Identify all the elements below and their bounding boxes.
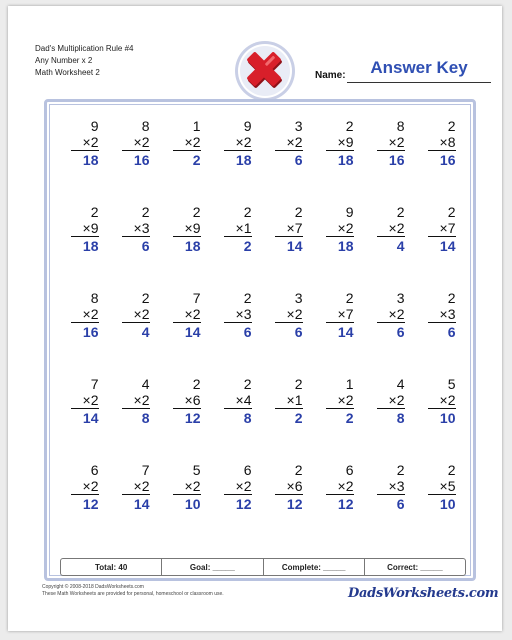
copyright-line: Copyright © 2008-2018 DadsWorksheets.com <box>42 584 144 590</box>
problem <box>365 376 416 462</box>
problem-top: 9 <box>243 118 252 134</box>
problem-answer: 10 <box>439 410 456 426</box>
problem-bottom: ×2 <box>71 478 99 495</box>
problem-answer: 14 <box>439 238 456 254</box>
problem <box>314 290 365 376</box>
problem-answer: 14 <box>337 324 354 340</box>
problem-top: 2 <box>447 462 456 478</box>
problem <box>110 204 161 290</box>
problem-top: 2 <box>141 204 150 220</box>
problem-bottom: ×2 <box>122 306 150 323</box>
problem-answer: 10 <box>439 496 456 512</box>
problem-top: 2 <box>396 204 405 220</box>
problem <box>263 290 314 376</box>
problem-top: 8 <box>141 118 150 134</box>
problem-top: 7 <box>192 290 201 306</box>
worksheet-subtitle: Any Number x 2 <box>35 56 93 65</box>
problem-answer: 16 <box>388 152 405 168</box>
problem-top: 2 <box>243 204 252 220</box>
problem-bottom: ×2 <box>71 134 99 151</box>
problem-answer: 6 <box>396 324 405 340</box>
problem <box>59 376 110 462</box>
problem-bottom: ×2 <box>173 478 201 495</box>
problem-bottom: ×2 <box>71 392 99 409</box>
problem <box>416 118 467 204</box>
answer-key-label: Answer Key <box>370 58 468 77</box>
problem-top: 2 <box>192 204 201 220</box>
problem-bottom: ×6 <box>173 392 201 409</box>
problem-top: 2 <box>345 290 354 306</box>
problem-bottom: ×3 <box>224 306 252 323</box>
red-x-icon <box>234 40 296 102</box>
problem <box>161 204 212 290</box>
problem <box>314 462 365 548</box>
problem <box>263 204 314 290</box>
problem-top: 2 <box>447 204 456 220</box>
problem-top: 6 <box>243 462 252 478</box>
worksheet-page <box>8 6 502 631</box>
worksheet-number: Math Worksheet 2 <box>35 68 100 77</box>
problem-bottom: ×4 <box>224 392 252 409</box>
problem-bottom: ×3 <box>428 306 456 323</box>
problems-grid <box>59 118 467 548</box>
problem <box>59 204 110 290</box>
usage-line: These Math Worksheets are provided for personal, homeschool or classroom use. <box>42 591 224 597</box>
problem <box>416 376 467 462</box>
problem-top: 3 <box>294 118 303 134</box>
problem-answer: 6 <box>396 496 405 512</box>
problem-top: 4 <box>396 376 405 392</box>
problem <box>263 462 314 548</box>
problem <box>416 204 467 290</box>
problem <box>212 290 263 376</box>
problem-top: 8 <box>396 118 405 134</box>
problem-answer: 12 <box>82 496 99 512</box>
problem-bottom: ×2 <box>224 478 252 495</box>
problem-top: 2 <box>243 290 252 306</box>
problem-answer: 16 <box>82 324 99 340</box>
problem-top: 4 <box>141 376 150 392</box>
problem-top: 1 <box>192 118 201 134</box>
problem-answer: 18 <box>184 238 201 254</box>
score-box <box>60 558 466 576</box>
problem-answer: 6 <box>243 324 252 340</box>
problem-bottom: ×2 <box>122 134 150 151</box>
problem-answer: 6 <box>141 238 150 254</box>
problem <box>416 462 467 548</box>
problem-top: 9 <box>90 118 99 134</box>
problem-bottom: ×2 <box>428 392 456 409</box>
problem-row <box>59 118 467 204</box>
problem-top: 3 <box>396 290 405 306</box>
problem-answer: 6 <box>294 324 303 340</box>
problem-answer: 4 <box>141 324 150 340</box>
worksheet-header <box>35 43 133 79</box>
problem-bottom: ×2 <box>275 306 303 323</box>
problem <box>59 290 110 376</box>
problem-top: 7 <box>141 462 150 478</box>
problem-answer: 14 <box>286 238 303 254</box>
problem <box>110 290 161 376</box>
problem-answer: 12 <box>235 496 252 512</box>
problem-bottom: ×3 <box>122 220 150 237</box>
problem-bottom: ×7 <box>428 220 456 237</box>
problem <box>212 118 263 204</box>
problem-bottom: ×2 <box>275 134 303 151</box>
problem <box>365 462 416 548</box>
problem-bottom: ×7 <box>326 306 354 323</box>
problem <box>314 376 365 462</box>
name-line <box>347 82 491 83</box>
problem <box>365 204 416 290</box>
worksheet-title: Dad's Multiplication Rule #4 <box>35 44 134 53</box>
problem-bottom: ×6 <box>275 478 303 495</box>
problem-top: 2 <box>243 376 252 392</box>
problem-top: 1 <box>345 376 354 392</box>
brand-logo: DadsWorksheets.com <box>348 586 499 601</box>
complete-cell: Complete: _____ <box>264 559 365 575</box>
problem-answer: 18 <box>337 152 354 168</box>
problem-answer: 10 <box>184 496 201 512</box>
problem <box>110 462 161 548</box>
problem <box>161 118 212 204</box>
problem <box>212 462 263 548</box>
goal-cell: Goal: _____ <box>162 559 263 575</box>
total-cell: Total: 40 <box>61 559 162 575</box>
problem-bottom: ×9 <box>71 220 99 237</box>
problem-bottom: ×2 <box>173 306 201 323</box>
problem-row <box>59 204 467 290</box>
problem-answer: 2 <box>192 152 201 168</box>
problem-bottom: ×2 <box>326 220 354 237</box>
problem-top: 2 <box>345 118 354 134</box>
problem <box>314 118 365 204</box>
problem-bottom: ×2 <box>377 306 405 323</box>
problem <box>263 376 314 462</box>
problem-top: 6 <box>345 462 354 478</box>
problem-answer: 14 <box>82 410 99 426</box>
problem-bottom: ×1 <box>275 392 303 409</box>
problem-top: 7 <box>90 376 99 392</box>
problem-bottom: ×2 <box>377 134 405 151</box>
problem <box>365 118 416 204</box>
problem-answer: 8 <box>141 410 150 426</box>
problem-top: 2 <box>447 290 456 306</box>
problem <box>161 462 212 548</box>
problem-answer: 2 <box>243 238 252 254</box>
problem-top: 5 <box>192 462 201 478</box>
problem-top: 2 <box>141 290 150 306</box>
problem-answer: 18 <box>337 238 354 254</box>
problem-answer: 18 <box>82 238 99 254</box>
problem <box>212 204 263 290</box>
problem <box>110 376 161 462</box>
problem-answer: 8 <box>396 410 405 426</box>
problem-bottom: ×1 <box>224 220 252 237</box>
problem-top: 2 <box>294 462 303 478</box>
problem-bottom: ×2 <box>122 392 150 409</box>
problem-top: 2 <box>294 204 303 220</box>
correct-cell: Correct: _____ <box>387 562 443 572</box>
problem-bottom: ×2 <box>377 220 405 237</box>
problem <box>263 118 314 204</box>
problem-answer: 16 <box>439 152 456 168</box>
problem-top: 2 <box>294 376 303 392</box>
problem <box>365 290 416 376</box>
problem <box>212 376 263 462</box>
problem-top: 8 <box>90 290 99 306</box>
problem-answer: 12 <box>184 410 201 426</box>
problem-top: 5 <box>447 376 456 392</box>
problem-answer: 6 <box>294 152 303 168</box>
problem-bottom: ×2 <box>71 306 99 323</box>
problem <box>161 290 212 376</box>
problem-row <box>59 376 467 462</box>
problem-answer: 2 <box>294 410 303 426</box>
problem-bottom: ×2 <box>326 392 354 409</box>
problem-top: 9 <box>345 204 354 220</box>
problem-answer: 2 <box>345 410 354 426</box>
problem <box>314 204 365 290</box>
problem-top: 6 <box>90 462 99 478</box>
copyright-notice <box>42 584 224 598</box>
problem-answer: 4 <box>396 238 405 254</box>
problem-answer: 18 <box>82 152 99 168</box>
problem-answer: 14 <box>133 496 150 512</box>
problem-bottom: ×5 <box>428 478 456 495</box>
problem-top: 2 <box>192 376 201 392</box>
problem <box>110 118 161 204</box>
problem-answer: 12 <box>337 496 354 512</box>
problem-bottom: ×7 <box>275 220 303 237</box>
problem-bottom: ×8 <box>428 134 456 151</box>
problem <box>416 290 467 376</box>
problem-top: 2 <box>90 204 99 220</box>
problem-bottom: ×9 <box>173 220 201 237</box>
problem-answer: 18 <box>235 152 252 168</box>
problem-bottom: ×2 <box>122 478 150 495</box>
problem-row <box>59 462 467 548</box>
problem <box>59 118 110 204</box>
name-label: Name: <box>315 70 346 81</box>
problem-answer: 12 <box>286 496 303 512</box>
problem-answer: 6 <box>447 324 456 340</box>
problem-bottom: ×2 <box>224 134 252 151</box>
problem-bottom: ×9 <box>326 134 354 151</box>
problem-top: 2 <box>447 118 456 134</box>
problem-top: 2 <box>396 462 405 478</box>
problem-bottom: ×2 <box>377 392 405 409</box>
problem-answer: 8 <box>243 410 252 426</box>
problem <box>59 462 110 548</box>
problem-answer: 16 <box>133 152 150 168</box>
problem-row <box>59 290 467 376</box>
problem-bottom: ×2 <box>326 478 354 495</box>
problem-top: 3 <box>294 290 303 306</box>
problem-bottom: ×3 <box>377 478 405 495</box>
problem <box>161 376 212 462</box>
problem-bottom: ×2 <box>173 134 201 151</box>
problem-answer: 14 <box>184 324 201 340</box>
